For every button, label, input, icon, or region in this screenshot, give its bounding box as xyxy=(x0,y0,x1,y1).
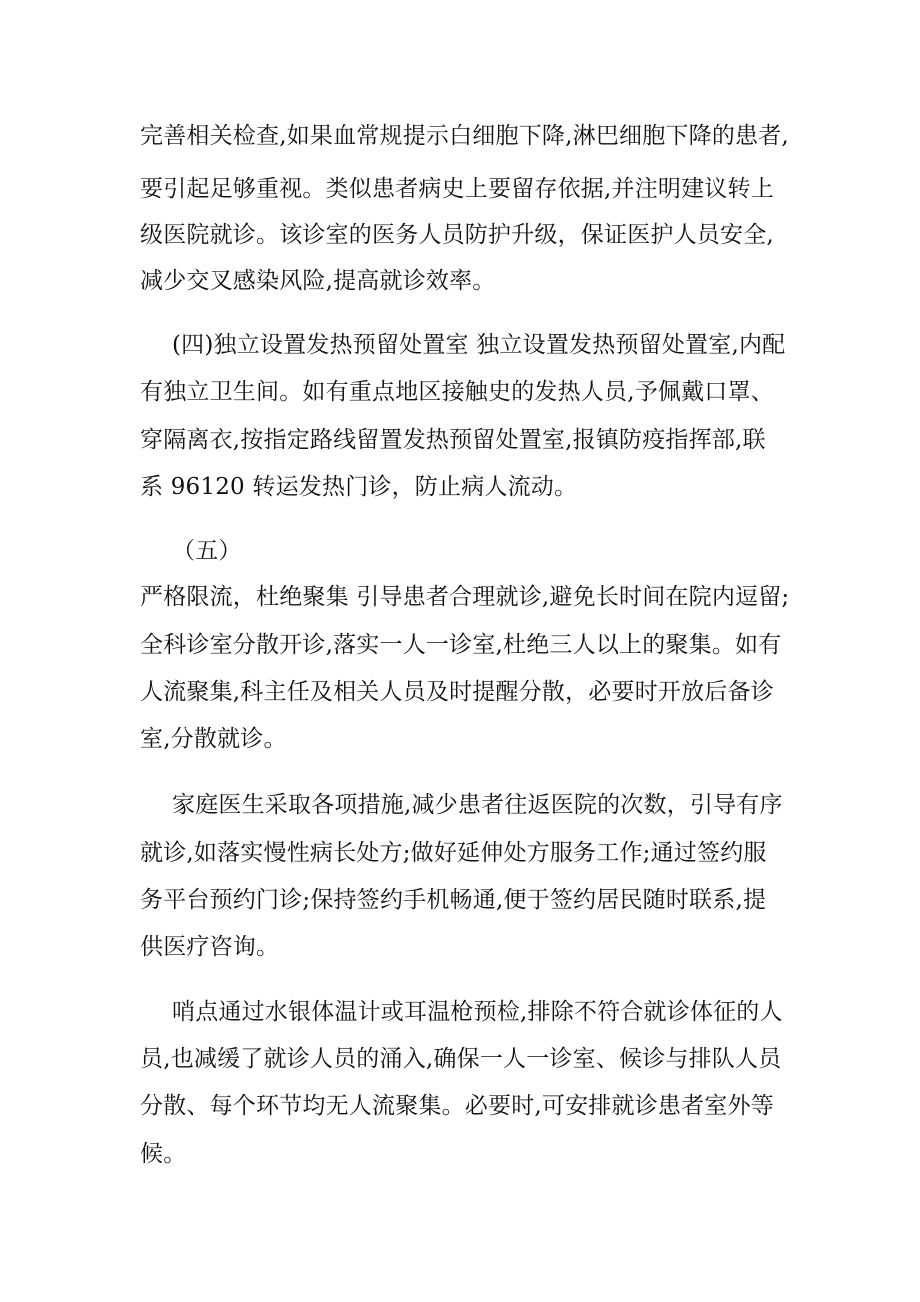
paragraph-4-line-2: 就诊,如落实慢性病长处方;做好延伸处方服务工作;通过签约服 xyxy=(140,840,767,866)
paragraph-4-line-4: 供医疗咨询。 xyxy=(140,934,280,960)
paragraph-2-line-4: 系 96120 转运发热门诊，防止病人流动。 xyxy=(140,474,578,500)
paragraph-1-line-2: 要引起足够重视。类似患者病史上要留存依据,并注明建议转上 xyxy=(140,176,774,202)
paragraph-1-line-1: 完善相关检查,如果血常规提示白细胞下降,淋巴细胞下降的患者, xyxy=(140,123,789,149)
paragraph-1-line-4: 减少交叉感染风险,提高就诊效率。 xyxy=(140,268,496,294)
paragraph-5-line-1: 哨点通过水银体温计或耳温枪预检,排除不符合就诊体征的人 xyxy=(172,999,783,1025)
paragraph-4-line-3: 务平台预约门诊;保持签约手机畅通,便于签约居民随时联系,提 xyxy=(140,887,767,913)
paragraph-5-line-3: 分散、每个环节均无人流聚集。必要时,可安排就诊患者室外等 xyxy=(140,1093,774,1119)
paragraph-2-line-1: (四)独立设置发热预留处置室 独立设置发热预留处置室,内配 xyxy=(172,332,786,358)
paragraph-1-line-3: 级医院就诊。该诊室的医务人员防护升级，保证医护人员安全, xyxy=(140,222,774,248)
paragraph-2-line-2: 有独立卫生间。如有重点地区接触史的发热人员,予佩戴口罩、 xyxy=(140,379,774,405)
paragraph-2-line-3: 穿隔离衣,按指定路线留置发热预留处置室,报镇防疫指挥部,联 xyxy=(140,427,766,453)
paragraph-3-line-1: 严格限流，杜绝聚集 引导患者合理就诊,避免长时间在院内逗留; xyxy=(140,584,790,610)
paragraph-5-line-4: 候。 xyxy=(140,1141,187,1167)
paragraph-3-line-4: 室,分散就诊。 xyxy=(140,726,287,752)
paragraph-3-line-2: 全科诊室分散开诊,落实一人一诊室,杜绝三人以上的聚集。如有 xyxy=(140,632,782,658)
paragraph-5-line-2: 员,也减缓了就诊人员的涌入,确保一人一诊室、候诊与排队人员 xyxy=(140,1046,782,1072)
paragraph-4-line-1: 家庭医生采取各项措施,减少患者往返医院的次数，引导有序 xyxy=(172,792,783,818)
paragraph-3-line-3: 人流聚集,科主任及相关人员及时提醒分散，必要时开放后备诊 xyxy=(140,679,774,705)
section-heading: （五） xyxy=(172,538,242,564)
